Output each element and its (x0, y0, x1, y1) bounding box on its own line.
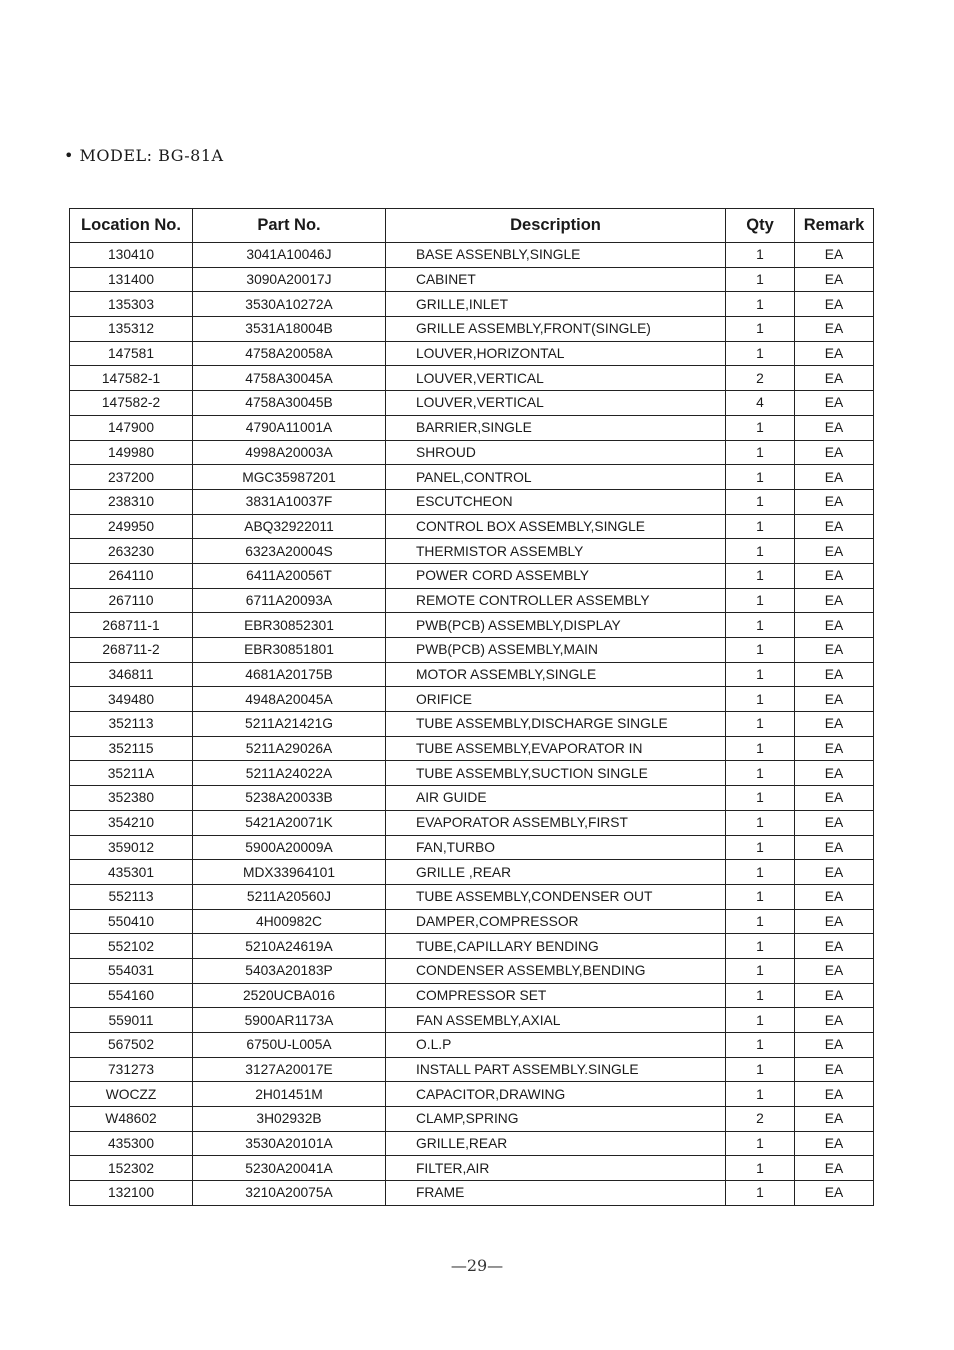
description-cell: CONDENSER ASSEMBLY,BENDING (386, 958, 726, 983)
description-cell: TUBE ASSEMBLY,EVAPORATOR IN (386, 736, 726, 761)
remark-cell: EA (795, 810, 874, 835)
model-title: • MODEL: BG-81A (64, 146, 224, 165)
qty-cell: 1 (726, 292, 795, 317)
part-no-cell: 4681A20175B (193, 662, 386, 687)
part-no-cell: MGC35987201 (193, 465, 386, 490)
table-row (70, 1057, 874, 1082)
description-cell: FAN,TURBO (386, 835, 726, 860)
qty-cell: 1 (726, 539, 795, 564)
table-row (70, 761, 874, 786)
part-no-cell: 6411A20056T (193, 563, 386, 588)
location-no-cell: 550410 (70, 909, 193, 934)
remark-cell: EA (795, 687, 874, 712)
qty-cell: 1 (726, 712, 795, 737)
location-no-cell: 135312 (70, 317, 193, 342)
remark-cell: EA (795, 860, 874, 885)
description-cell: FILTER,AIR (386, 1156, 726, 1181)
qty-cell: 1 (726, 934, 795, 959)
qty-cell: 1 (726, 958, 795, 983)
table-row (70, 588, 874, 613)
table-row (70, 465, 874, 490)
qty-cell: 1 (726, 884, 795, 909)
part-no-cell: 6323A20004S (193, 539, 386, 564)
description-cell: COMPRESSOR SET (386, 983, 726, 1008)
table-row (70, 786, 874, 811)
qty-cell: 1 (726, 786, 795, 811)
table-row (70, 292, 874, 317)
table-row (70, 983, 874, 1008)
location-no-cell: 267110 (70, 588, 193, 613)
location-no-cell: 552113 (70, 884, 193, 909)
qty-cell: 1 (726, 1082, 795, 1107)
remark-cell: EA (795, 588, 874, 613)
qty-cell: 1 (726, 1181, 795, 1206)
location-no-cell: 249950 (70, 514, 193, 539)
location-no-cell: 147581 (70, 341, 193, 366)
table-row (70, 440, 874, 465)
part-no-cell: 3530A20101A (193, 1131, 386, 1156)
part-no-cell: 5211A29026A (193, 736, 386, 761)
part-no-cell: 3530A10272A (193, 292, 386, 317)
location-no-cell: 237200 (70, 465, 193, 490)
part-no-cell: 4758A20058A (193, 341, 386, 366)
part-no-cell: EBR30852301 (193, 613, 386, 638)
part-no-cell: 5230A20041A (193, 1156, 386, 1181)
page-number: —29— (450, 1256, 504, 1275)
table-row (70, 909, 874, 934)
qty-cell: 2 (726, 366, 795, 391)
description-cell: THERMISTOR ASSEMBLY (386, 539, 726, 564)
description-cell: FAN ASSEMBLY,AXIAL (386, 1008, 726, 1033)
location-no-cell: 149980 (70, 440, 193, 465)
remark-cell: EA (795, 613, 874, 638)
remark-cell: EA (795, 1156, 874, 1181)
location-no-cell: 268711-1 (70, 613, 193, 638)
table-row (70, 958, 874, 983)
qty-cell: 1 (726, 1156, 795, 1181)
description-cell: BARRIER,SINGLE (386, 415, 726, 440)
description-cell: GRILLE ASSEMBLY,FRONT(SINGLE) (386, 317, 726, 342)
part-no-cell: 4790A11001A (193, 415, 386, 440)
description-cell: TUBE ASSEMBLY,DISCHARGE SINGLE (386, 712, 726, 737)
location-no-cell: 263230 (70, 539, 193, 564)
qty-cell: 1 (726, 810, 795, 835)
location-no-cell: W48602 (70, 1107, 193, 1132)
table-row (70, 415, 874, 440)
remark-cell: EA (795, 317, 874, 342)
remark-cell: EA (795, 1082, 874, 1107)
qty-cell: 1 (726, 835, 795, 860)
table-row (70, 810, 874, 835)
location-no-cell: 268711-2 (70, 638, 193, 663)
description-cell: ORIFICE (386, 687, 726, 712)
location-no-cell: 435300 (70, 1131, 193, 1156)
location-no-cell: 554160 (70, 983, 193, 1008)
location-no-cell: 152302 (70, 1156, 193, 1181)
location-no-cell: 147582-2 (70, 391, 193, 416)
location-no-cell: 731273 (70, 1057, 193, 1082)
location-no-cell: 552102 (70, 934, 193, 959)
qty-cell: 1 (726, 267, 795, 292)
remark-cell: EA (795, 514, 874, 539)
description-cell: MOTOR ASSEMBLY,SINGLE (386, 662, 726, 687)
qty-cell: 1 (726, 415, 795, 440)
remark-cell: EA (795, 958, 874, 983)
part-no-cell: 3H02932B (193, 1107, 386, 1132)
header-remark: Remark (795, 209, 874, 243)
table-row (70, 1107, 874, 1132)
qty-cell: 1 (726, 341, 795, 366)
table-row (70, 1008, 874, 1033)
table-row (70, 1181, 874, 1206)
location-no-cell: 559011 (70, 1008, 193, 1033)
location-no-cell: 354210 (70, 810, 193, 835)
remark-cell: EA (795, 440, 874, 465)
qty-cell: 1 (726, 588, 795, 613)
table-header-row (70, 209, 874, 243)
remark-cell: EA (795, 1057, 874, 1082)
remark-cell: EA (795, 465, 874, 490)
remark-cell: EA (795, 736, 874, 761)
location-no-cell: 238310 (70, 489, 193, 514)
part-no-cell: 3041A10046J (193, 243, 386, 268)
description-cell: SHROUD (386, 440, 726, 465)
location-no-cell: 352113 (70, 712, 193, 737)
description-cell: TUBE ASSEMBLY,SUCTION SINGLE (386, 761, 726, 786)
part-no-cell: ABQ32922011 (193, 514, 386, 539)
part-no-cell: 3210A20075A (193, 1181, 386, 1206)
remark-cell: EA (795, 1107, 874, 1132)
part-no-cell: 5210A24619A (193, 934, 386, 959)
remark-cell: EA (795, 934, 874, 959)
remark-cell: EA (795, 909, 874, 934)
description-cell: CLAMP,SPRING (386, 1107, 726, 1132)
qty-cell: 1 (726, 736, 795, 761)
description-cell: PANEL,CONTROL (386, 465, 726, 490)
part-no-cell: 5900A20009A (193, 835, 386, 860)
remark-cell: EA (795, 761, 874, 786)
table-row (70, 613, 874, 638)
location-no-cell: 435301 (70, 860, 193, 885)
part-no-cell: 6711A20093A (193, 588, 386, 613)
remark-cell: EA (795, 983, 874, 1008)
part-no-cell: 6750U-L005A (193, 1033, 386, 1058)
qty-cell: 2 (726, 1107, 795, 1132)
description-cell: GRILLE,INLET (386, 292, 726, 317)
remark-cell: EA (795, 563, 874, 588)
description-cell: EVAPORATOR ASSEMBLY,FIRST (386, 810, 726, 835)
qty-cell: 1 (726, 489, 795, 514)
qty-cell: 1 (726, 1008, 795, 1033)
table-row (70, 391, 874, 416)
part-no-cell: 3090A20017J (193, 267, 386, 292)
description-cell: DAMPER,COMPRESSOR (386, 909, 726, 934)
table-row (70, 366, 874, 391)
table-body (70, 243, 874, 1206)
remark-cell: EA (795, 489, 874, 514)
qty-cell: 1 (726, 613, 795, 638)
part-no-cell: 5900AR1173A (193, 1008, 386, 1033)
part-no-cell: 5211A21421G (193, 712, 386, 737)
part-no-cell: 5403A20183P (193, 958, 386, 983)
location-no-cell: 346811 (70, 662, 193, 687)
table-row (70, 638, 874, 663)
table-row (70, 1156, 874, 1181)
part-no-cell: 4948A20045A (193, 687, 386, 712)
description-cell: AIR GUIDE (386, 786, 726, 811)
table-row (70, 662, 874, 687)
remark-cell: EA (795, 712, 874, 737)
location-no-cell: 131400 (70, 267, 193, 292)
qty-cell: 1 (726, 514, 795, 539)
location-no-cell: 147900 (70, 415, 193, 440)
remark-cell: EA (795, 884, 874, 909)
location-no-cell: 135303 (70, 292, 193, 317)
table-row (70, 539, 874, 564)
remark-cell: EA (795, 786, 874, 811)
description-cell: CAPACITOR,DRAWING (386, 1082, 726, 1107)
description-cell: PWB(PCB) ASSEMBLY,MAIN (386, 638, 726, 663)
location-no-cell: 349480 (70, 687, 193, 712)
description-cell: CONTROL BOX ASSEMBLY,SINGLE (386, 514, 726, 539)
table-row (70, 514, 874, 539)
qty-cell: 4 (726, 391, 795, 416)
location-no-cell: 147582-1 (70, 366, 193, 391)
remark-cell: EA (795, 638, 874, 663)
qty-cell: 1 (726, 687, 795, 712)
part-no-cell: 2520UCBA016 (193, 983, 386, 1008)
description-cell: REMOTE CONTROLLER ASSEMBLY (386, 588, 726, 613)
remark-cell: EA (795, 292, 874, 317)
header-qty: Qty (726, 209, 795, 243)
remark-cell: EA (795, 267, 874, 292)
qty-cell: 1 (726, 563, 795, 588)
table-row (70, 489, 874, 514)
part-no-cell: 4H00982C (193, 909, 386, 934)
qty-cell: 1 (726, 465, 795, 490)
remark-cell: EA (795, 662, 874, 687)
part-no-cell: 5211A24022A (193, 761, 386, 786)
table-row (70, 884, 874, 909)
table-row (70, 835, 874, 860)
part-no-cell: 4758A30045A (193, 366, 386, 391)
part-no-cell: 2H01451M (193, 1082, 386, 1107)
table-row (70, 712, 874, 737)
table-row (70, 736, 874, 761)
qty-cell: 1 (726, 909, 795, 934)
remark-cell: EA (795, 391, 874, 416)
description-cell: LOUVER,VERTICAL (386, 391, 726, 416)
qty-cell: 1 (726, 243, 795, 268)
table-row (70, 1131, 874, 1156)
remark-cell: EA (795, 1131, 874, 1156)
qty-cell: 1 (726, 1033, 795, 1058)
qty-cell: 1 (726, 1131, 795, 1156)
part-no-cell: 5421A20071K (193, 810, 386, 835)
description-cell: FRAME (386, 1181, 726, 1206)
table-row (70, 563, 874, 588)
description-cell: BASE ASSENBLY,SINGLE (386, 243, 726, 268)
description-cell: ESCUTCHEON (386, 489, 726, 514)
part-no-cell: EBR30851801 (193, 638, 386, 663)
header-location-no: Location No. (70, 209, 193, 243)
table-row (70, 341, 874, 366)
description-cell: CABINET (386, 267, 726, 292)
part-no-cell: 3127A20017E (193, 1057, 386, 1082)
location-no-cell: 554031 (70, 958, 193, 983)
table-row (70, 1033, 874, 1058)
remark-cell: EA (795, 366, 874, 391)
description-cell: TUBE,CAPILLARY BENDING (386, 934, 726, 959)
location-no-cell: 130410 (70, 243, 193, 268)
location-no-cell: WOCZZ (70, 1082, 193, 1107)
table-row (70, 934, 874, 959)
description-cell: INSTALL PART ASSEMBLY.SINGLE (386, 1057, 726, 1082)
qty-cell: 1 (726, 317, 795, 342)
remark-cell: EA (795, 341, 874, 366)
table-row (70, 243, 874, 268)
part-no-cell: 4998A20003A (193, 440, 386, 465)
remark-cell: EA (795, 1181, 874, 1206)
part-no-cell: 3531A18004B (193, 317, 386, 342)
qty-cell: 1 (726, 638, 795, 663)
description-cell: POWER CORD ASSEMBLY (386, 563, 726, 588)
location-no-cell: 35211A (70, 761, 193, 786)
qty-cell: 1 (726, 440, 795, 465)
qty-cell: 1 (726, 860, 795, 885)
qty-cell: 1 (726, 761, 795, 786)
part-no-cell: 3831A10037F (193, 489, 386, 514)
location-no-cell: 264110 (70, 563, 193, 588)
description-cell: PWB(PCB) ASSEMBLY,DISPLAY (386, 613, 726, 638)
qty-cell: 1 (726, 1057, 795, 1082)
description-cell: LOUVER,HORIZONTAL (386, 341, 726, 366)
header-part-no: Part No. (193, 209, 386, 243)
table-row (70, 687, 874, 712)
remark-cell: EA (795, 835, 874, 860)
description-cell: LOUVER,VERTICAL (386, 366, 726, 391)
remark-cell: EA (795, 243, 874, 268)
description-cell: O.L.P (386, 1033, 726, 1058)
header-description: Description (386, 209, 726, 243)
table-row (70, 1082, 874, 1107)
description-cell: GRILLE,REAR (386, 1131, 726, 1156)
part-no-cell: MDX33964101 (193, 860, 386, 885)
description-cell: GRILLE ,REAR (386, 860, 726, 885)
location-no-cell: 567502 (70, 1033, 193, 1058)
remark-cell: EA (795, 1008, 874, 1033)
parts-list-table (69, 208, 874, 1206)
remark-cell: EA (795, 1033, 874, 1058)
location-no-cell: 352115 (70, 736, 193, 761)
description-cell: TUBE ASSEMBLY,CONDENSER OUT (386, 884, 726, 909)
qty-cell: 1 (726, 983, 795, 1008)
remark-cell: EA (795, 415, 874, 440)
table-row (70, 860, 874, 885)
qty-cell: 1 (726, 662, 795, 687)
location-no-cell: 359012 (70, 835, 193, 860)
table-row (70, 267, 874, 292)
location-no-cell: 352380 (70, 786, 193, 811)
part-no-cell: 4758A30045B (193, 391, 386, 416)
location-no-cell: 132100 (70, 1181, 193, 1206)
part-no-cell: 5238A20033B (193, 786, 386, 811)
table-row (70, 317, 874, 342)
part-no-cell: 5211A20560J (193, 884, 386, 909)
remark-cell: EA (795, 539, 874, 564)
